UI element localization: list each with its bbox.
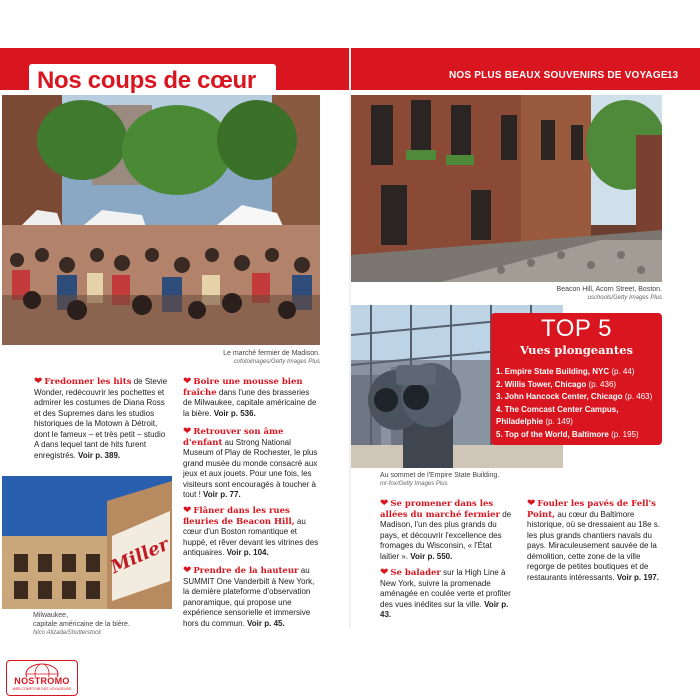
entry-fells-point bbox=[527, 499, 662, 583]
entry-ref: Voir p. 389. bbox=[78, 450, 121, 460]
entry-beacon-hill bbox=[183, 506, 320, 559]
empire-caption bbox=[380, 471, 550, 489]
entry-madison-market bbox=[380, 499, 512, 562]
heart-icon: ❤ bbox=[380, 498, 389, 509]
top5-item-num: 3. bbox=[496, 392, 503, 401]
entry-heading: Fouler les pavés de Fell's Point, bbox=[527, 499, 656, 520]
entry-play-museum bbox=[183, 427, 320, 501]
milwaukee-caption-line1: Milwaukee, bbox=[33, 612, 69, 619]
entry-heading: Prendre de la hauteur bbox=[193, 566, 299, 576]
top5-item bbox=[496, 379, 658, 392]
globe-icon bbox=[7, 662, 77, 677]
section-title: NOS PLUS BEAUX SOUVENIRS DE VOYAGE bbox=[449, 70, 668, 81]
nostromo-logo[interactable] bbox=[6, 660, 78, 696]
beacon-credit: uschools/Getty Images Plus bbox=[587, 295, 662, 301]
entry-text: sur la High Line à New York, suivre la promenade aménagée en coulée verte et profiter des vues inédites sur la ville. bbox=[380, 568, 511, 609]
entry-ref: Voir p. 197. bbox=[616, 572, 659, 582]
entry-text: dans l'une des brasseries de Milwaukee, capitale américaine de la bière. bbox=[183, 387, 317, 418]
top5-item-name: The Comcast Center Campus, Philadelphie bbox=[496, 404, 619, 426]
top5-item-name: Top of the World, Baltimore bbox=[504, 429, 609, 439]
heart-icon: ❤ bbox=[380, 567, 389, 578]
entry-beer bbox=[183, 377, 320, 419]
entry-text: au cœur d'un Boston romantique et huppé, et rêver devant les vitrines des antiquaires. bbox=[183, 516, 319, 557]
milwaukee-photo bbox=[2, 476, 172, 609]
top5-item-num: 5. bbox=[496, 429, 503, 439]
entry-ref: Voir p. 104. bbox=[226, 548, 269, 557]
market-caption-text: Le marché fermier de Madison. bbox=[223, 350, 320, 357]
entry-text: de Stevie Wonder, redécouvrir les pochettes et admirer les costumes de Diana Ross et des Supremes dans les studios historiques de la Motown à Détroit, dont le fameux – et très petit – studio A dans lequel tant de hits furent enregistrés. bbox=[34, 377, 168, 460]
market-caption bbox=[150, 349, 320, 367]
entry-high-line bbox=[380, 568, 512, 621]
empire-caption-text: Au sommet de l'Empire State Building. bbox=[380, 472, 500, 479]
top5-item-num: 1. bbox=[496, 367, 503, 376]
entry-text: au Strong National Museum of Play de Rochester, le plus grand musée du monde consacré aux jeux et aux jouets. Pour une fois, les visiteurs sont encouragés à toucher à tout ! bbox=[183, 437, 318, 499]
entry-motown bbox=[34, 377, 170, 461]
milwaukee-caption-line2: capitale américaine de la bière. bbox=[33, 621, 130, 628]
entry-ref: Voir p. 77. bbox=[203, 490, 241, 499]
top5-item-name: Empire State Building, NYC bbox=[504, 367, 610, 376]
heart-icon: ❤ bbox=[34, 376, 43, 387]
logo-tagline: WEB COMPTOIR DES VOYAGEURS bbox=[12, 687, 72, 691]
heart-icon: ❤ bbox=[183, 565, 192, 576]
top5-item bbox=[496, 429, 658, 442]
entry-ref: Voir p. 45. bbox=[247, 618, 285, 628]
entry-ref: Voir p. 43. bbox=[380, 599, 509, 619]
entry-text: au SUMMIT One Vanderbilt à New York, la dernière plateforme d'observation panoramique, qui propose une expérience sensorielle et immersive hors du commun. bbox=[183, 566, 315, 628]
entry-heading: Flâner dans les rues fleuries de Beacon Hill, bbox=[183, 506, 295, 527]
logo-name: NOSTROMO bbox=[14, 676, 70, 686]
milwaukee-caption bbox=[33, 611, 183, 638]
beacon-hill-photo bbox=[351, 95, 662, 282]
top5-item-num: 4. bbox=[496, 404, 503, 414]
top5-item bbox=[496, 366, 658, 379]
miller-sign-text: Miller bbox=[107, 533, 172, 579]
top5-item bbox=[496, 404, 658, 429]
empire-credit: mr-fox/Getty Images Plus bbox=[380, 481, 448, 487]
top5-item-ref: (p. 149) bbox=[545, 417, 573, 426]
top5-item-ref: (p. 195) bbox=[611, 429, 639, 439]
top5-item-name: Willis Tower, Chicago bbox=[504, 379, 587, 389]
heart-icon: ❤ bbox=[527, 498, 536, 509]
top5-item-ref: (p. 44) bbox=[611, 367, 635, 376]
heart-icon: ❤ bbox=[183, 426, 192, 437]
header-bar-right bbox=[351, 48, 700, 90]
top5-subtitle: Vues plongeantes bbox=[519, 343, 634, 357]
market-credit: cofotoimages/Getty Images Plus bbox=[233, 359, 320, 365]
top5-item-ref: (p. 463) bbox=[624, 392, 653, 401]
entry-ref: Voir p. 536. bbox=[213, 408, 256, 418]
entry-heading: Se balader bbox=[390, 568, 441, 578]
entry-heading: Retrouver son âme d'enfant bbox=[183, 427, 284, 448]
top5-item bbox=[496, 391, 658, 404]
milwaukee-credit: Nico Alizada/Shutterstock bbox=[33, 630, 102, 636]
top5-box bbox=[491, 313, 662, 445]
top5-item-name: John Hancock Center, Chicago bbox=[504, 392, 623, 401]
top5-title: TOP 5 bbox=[541, 315, 612, 342]
top5-item-num: 2. bbox=[496, 379, 503, 389]
top5-item-ref: (p. 436) bbox=[588, 379, 617, 389]
heart-icon: ❤ bbox=[183, 376, 192, 387]
entry-summit bbox=[183, 566, 320, 629]
page-number: 13 bbox=[667, 70, 679, 81]
entry-text: de Madison, l'un des plus grands du pays, et découvrir l'excellence des fromages du Wisconsin, « l'État laitier ». bbox=[380, 509, 512, 561]
entry-ref: Voir p. 550. bbox=[410, 551, 453, 561]
beacon-caption-text: Beacon Hill, Acorn Street, Boston. bbox=[556, 286, 662, 293]
top5-list bbox=[496, 366, 658, 441]
entry-heading: Se promener dans les allées du marché fermier bbox=[380, 499, 500, 520]
entry-text: au cœur du Baltimore historique, où se dressaient au 18e s. les plus grands chantiers navals du pays. Miraculeusement sauvée de la démolition, cette zone de la ville regorge de petites boutiques et de restaurants intéressants. bbox=[527, 509, 660, 582]
heart-icon: ❤ bbox=[183, 505, 192, 516]
beacon-caption bbox=[480, 285, 662, 303]
entry-heading: Fredonner les hits bbox=[44, 377, 132, 387]
page-title: Nos coups de cœur bbox=[37, 67, 256, 94]
entry-heading: Boire une mousse bien fraîche bbox=[183, 377, 303, 398]
market-photo bbox=[2, 95, 320, 345]
